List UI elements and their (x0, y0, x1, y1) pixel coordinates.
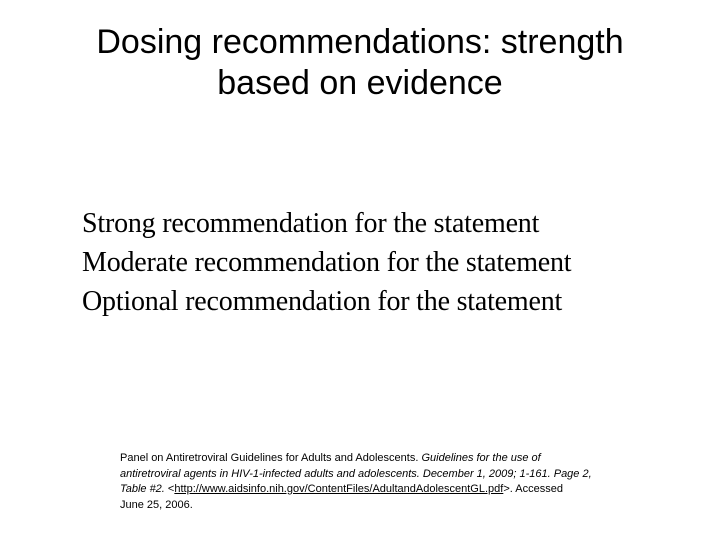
slide-title (40, 22, 680, 104)
recommendation-strong: Strong recommendation for the statement (82, 208, 540, 239)
citation-accessed-date: June 25, 2006. (120, 498, 193, 511)
slide-title-line-2: based on evidence (217, 63, 503, 102)
recommendation-strength-list (82, 204, 571, 321)
citation-url-link[interactable]: http://www.aidsinfo.nih.gov/ContentFiles/AdultandAdolescentGL.pdf (174, 483, 504, 495)
citation (120, 451, 600, 513)
citation-table-ref: Table #2. (120, 483, 165, 495)
citation-title-part-2: antiretroviral agents in HIV-1-infected adults and adolescents. December 1, 2009; 1-161. Page 2, (120, 467, 592, 480)
recommendation-optional: Optional recommendation for the statement (82, 286, 563, 317)
citation-title-part-1: Guidelines for the use of (421, 452, 541, 464)
recommendation-moderate: Moderate recommendation for the statement (82, 247, 572, 278)
slide-title-line-1: Dosing recommendations: strength (96, 23, 624, 61)
citation-url-prefix: < (167, 483, 175, 495)
citation-url-suffix: >. Accessed (503, 483, 563, 495)
citation-authors: Panel on Antiretroviral Guidelines for Adults and Adolescents. (120, 452, 419, 464)
